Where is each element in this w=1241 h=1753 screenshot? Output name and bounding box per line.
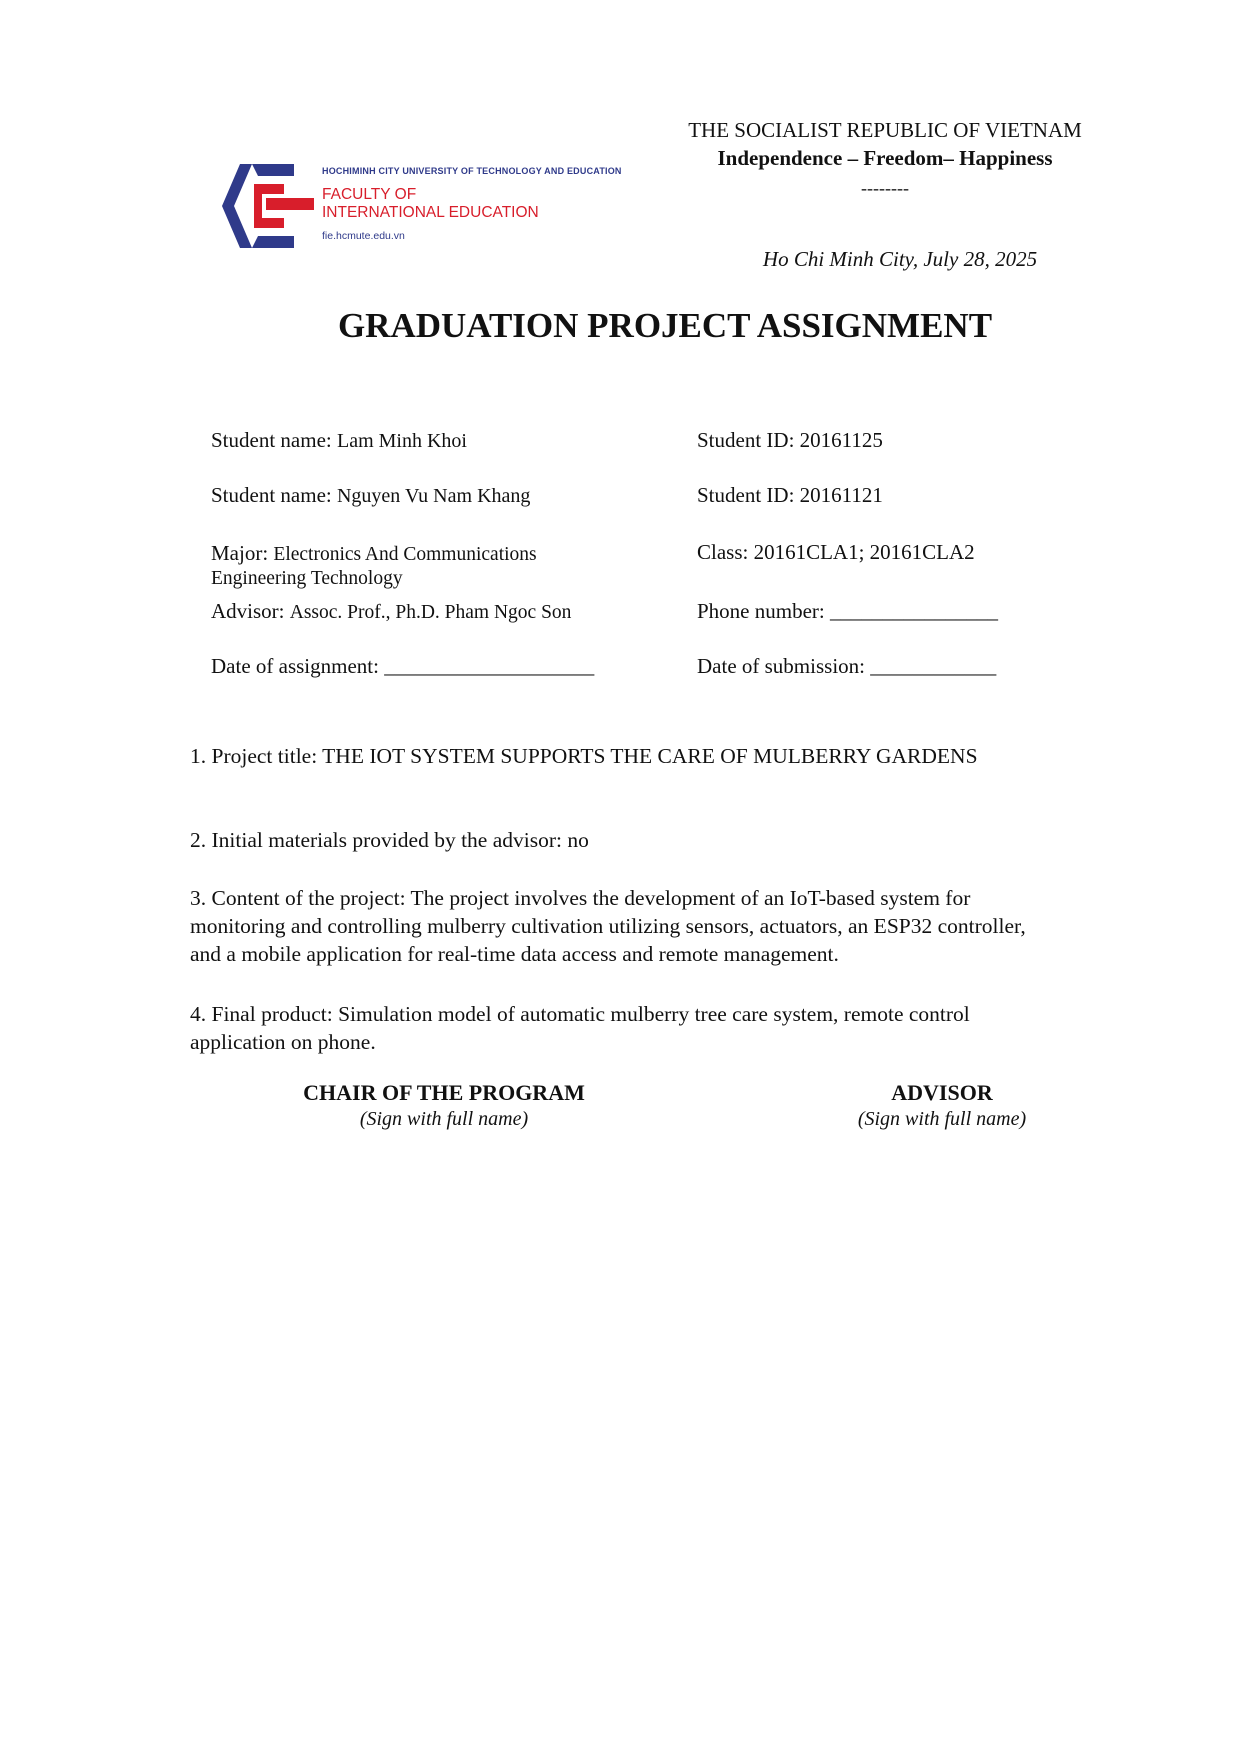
- student1-name-label: Student name:: [211, 428, 337, 452]
- faculty-logo-mark-icon: [222, 160, 318, 252]
- section-content-line2: monitoring and controlling mulberry cultivation utilizing sensors, actuators, an ESP32 controller,: [190, 914, 1026, 938]
- advisor-field: [211, 599, 571, 624]
- class-value: 20161CLA1; 20161CLA2: [753, 540, 975, 564]
- class-field: [697, 540, 975, 565]
- advisor-signature-note: (Sign with full name): [857, 1108, 1027, 1130]
- student2-name-label: Student name:: [211, 483, 337, 507]
- advisor-label: Advisor:: [211, 599, 290, 623]
- date-assignment-field: [211, 654, 594, 679]
- date-submission-field: [697, 654, 996, 679]
- page-title: GRADUATION PROJECT ASSIGNMENT: [337, 306, 993, 345]
- student1-id-label: Student ID:: [697, 428, 800, 452]
- section-content-line3: and a mobile application for real-time data access and remote management.: [190, 942, 839, 966]
- advisor-value: Assoc. Prof., Ph.D. Pham Ngoc Son: [289, 602, 572, 623]
- section-initial-materials: 2. Initial materials provided by the advisor: no: [190, 828, 589, 852]
- section-final-product-line2: application on phone.: [190, 1030, 376, 1054]
- date-submission-label: Date of submission:: [697, 654, 871, 678]
- header-separator: --------: [861, 178, 909, 198]
- nation-name: THE SOCIALIST REPUBLIC OF VIETNAM: [688, 118, 1082, 142]
- national-motto: Independence – Freedom– Happiness: [717, 146, 1053, 170]
- section-final-product: [190, 1000, 1190, 1056]
- student2-id-value: 20161121: [799, 483, 883, 507]
- logo-website: fie.hcmute.edu.vn: [322, 230, 405, 242]
- place-date: Ho Chi Minh City, July 28, 2025: [762, 247, 1038, 271]
- faculty-logo: [222, 160, 622, 252]
- class-label: Class:: [697, 540, 754, 564]
- advisor-signature-title: ADVISOR: [891, 1080, 993, 1105]
- section-project-title: 1. Project title: THE IOT SYSTEM SUPPORTS THE CARE OF MULBERRY GARDENS: [190, 744, 978, 768]
- student1-id-field: [697, 428, 883, 453]
- student2-id-field: [697, 483, 883, 508]
- section-content: [190, 884, 1190, 968]
- major-value-line2: Engineering Technology: [211, 568, 403, 589]
- section-final-product-line1: 4. Final product: Simulation model of automatic mulberry tree care system, remote control: [190, 1002, 970, 1026]
- student2-name-field: [211, 483, 530, 508]
- section-content-line1: 3. Content of the project: The project involves the development of an IoT-based system for: [190, 886, 971, 910]
- major-value-line1: Electronics And Communications: [273, 544, 537, 565]
- date-assignment-value: ____________________: [384, 654, 595, 678]
- student2-id-label: Student ID:: [697, 483, 800, 507]
- date-submission-value: ____________: [870, 654, 997, 678]
- chair-signature-note: (Sign with full name): [359, 1108, 529, 1130]
- student1-name-value: Lam Minh Khoi: [336, 430, 467, 452]
- phone-value: ________________: [829, 599, 998, 623]
- student1-name-field: [211, 428, 467, 453]
- logo-faculty-line1: FACULTY OF: [322, 186, 417, 203]
- chair-signature-title: CHAIR OF THE PROGRAM: [303, 1080, 585, 1105]
- date-assignment-label: Date of assignment:: [211, 654, 385, 678]
- major-field: [211, 541, 537, 566]
- logo-faculty-line2: INTERNATIONAL EDUCATION: [322, 204, 539, 221]
- phone-field: [697, 599, 998, 624]
- student1-id-value: 20161125: [799, 428, 883, 452]
- student2-name-value: Nguyen Vu Nam Khang: [336, 485, 531, 507]
- major-label: Major:: [211, 541, 274, 565]
- logo-university-name: HOCHIMINH CITY UNIVERSITY OF TECHNOLOGY AND EDUCATION: [322, 166, 622, 176]
- phone-label: Phone number:: [697, 599, 830, 623]
